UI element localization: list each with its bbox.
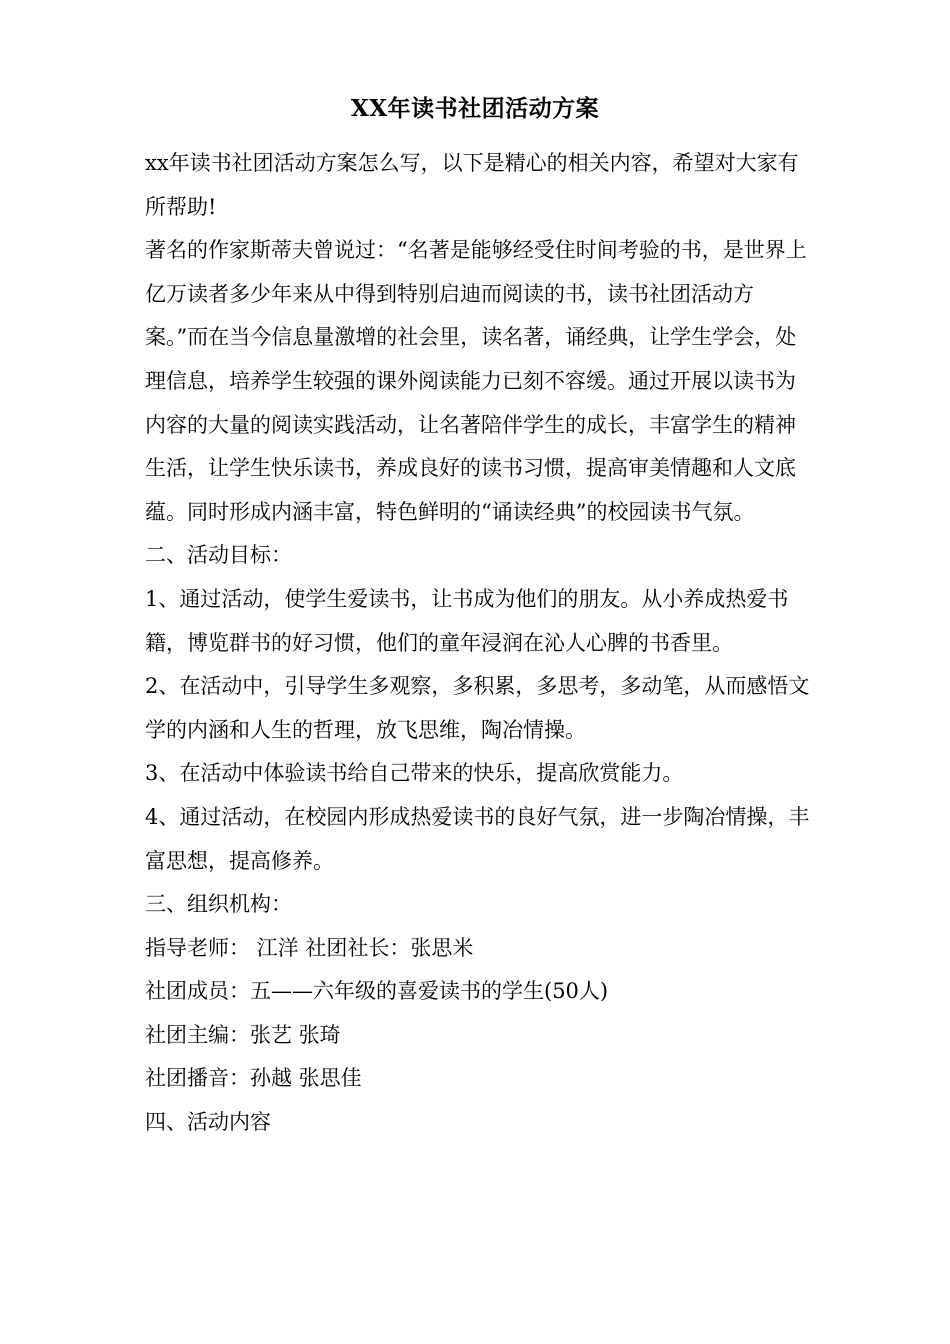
background-paragraph: 著名的作家斯蒂夫曾说过：“名著是能够经受住时间考验的书，是世界上亿万读者多少年来从中得到特别启迪而阅读的书，读书社团活动方案。”而在当今信息量激增的社会里，读名著，诵经典，让学生学会，处理信息，培养学生较强的课外阅读能力已刻不容缓。通过开展以读书为内容的大量的阅读实践活动，让名著陪伴学生的成长，丰富学生的精神生活，让学生快乐读书，养成良好的读书习惯，提高审美情趣和人文底蕴。同时形成内涵丰富，特色鲜明的“诵读经典”的校园读书气氛。 [145, 238, 807, 524]
intro-paragraph: xx年读书社团活动方案怎么写，以下是精心的相关内容，希望对大家有所帮助! [145, 151, 799, 219]
goal-item-1: 1、通过活动，使学生爱读书，让书成为他们的朋友。从小养成热爱书籍，博览群书的好习惯，他们的童年浸润在沁人心脾的书香里。 [145, 586, 789, 655]
goal-item-4: 4、通过活动，在校园内形成热爱读书的良好气氛，进一步陶冶情操，丰富思想，提高修养。 [145, 804, 810, 873]
section-heading-goals: 二、活动目标： [145, 543, 292, 568]
org-members-line: 社团成员：五——六年级的喜爱读书的学生(50人) [145, 979, 609, 1004]
goal-item-3: 3、在活动中体验读书给自己带来的快乐，提高欣赏能力。 [145, 761, 684, 786]
document-body [145, 142, 810, 1145]
document-title: XX年读书社团活动方案 [350, 95, 600, 122]
org-advisor-line: 指导老师： 江洋 社团社长：张思米 [145, 935, 474, 960]
goal-item-2: 2、在活动中，引导学生多观察，多积累，多思考，多动笔，从而感悟文学的内涵和人生的哲理，放飞思维，陶冶情操。 [145, 674, 810, 742]
org-broadcasters-line: 社团播音：孙越 张思佳 [145, 1066, 362, 1091]
section-heading-organization: 三、组织机构： [145, 892, 292, 917]
org-editors-line: 社团主编：张艺 张琦 [145, 1022, 341, 1047]
section-heading-content: 四、活动内容 [145, 1110, 271, 1135]
